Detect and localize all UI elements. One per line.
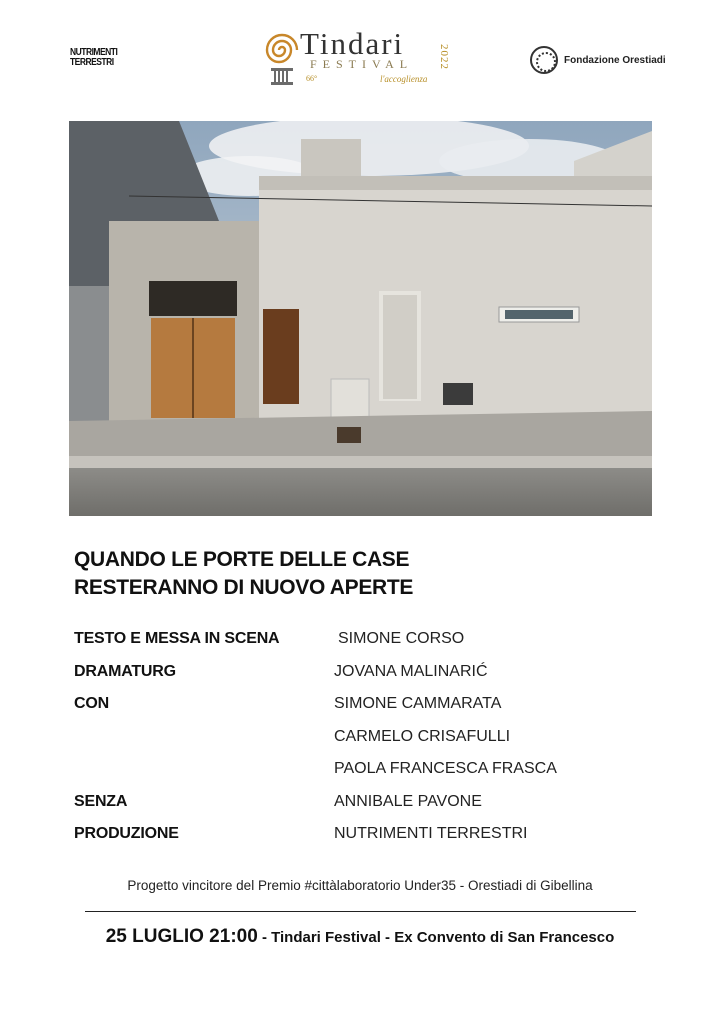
credit-name: PAOLA FRANCESCA FRASCA (334, 760, 557, 777)
credit-name: NUTRIMENTI TERRESTRI (334, 825, 528, 842)
nutrimenti-terrestri-logo (70, 48, 117, 68)
credit-names (338, 630, 464, 663)
seal-icon (530, 46, 558, 74)
credit-row (74, 630, 654, 663)
credits-list (74, 630, 654, 858)
festival-year: 2022 (438, 44, 450, 70)
spiral-column-icon (262, 28, 302, 86)
credit-row (74, 793, 654, 826)
title-line-2: RESTERANNO DI NUOVO APERTE (74, 576, 414, 599)
credit-name: JOVANA MALINARIĆ (334, 662, 488, 680)
credit-names (334, 793, 482, 826)
divider (85, 911, 636, 912)
festival-sub: FESTIVAL (310, 57, 414, 71)
edition-number: 66° (306, 74, 318, 83)
fondazione-name: Fondazione Orestiadi (564, 54, 666, 66)
festival-name: Tindari (300, 26, 405, 61)
credit-role: TESTO E MESSA IN SCENA (74, 630, 280, 647)
street-facade-image (69, 121, 652, 516)
credit-names (334, 695, 557, 793)
credit-names (334, 663, 488, 696)
credit-row (74, 825, 654, 858)
credit-row (74, 663, 654, 696)
credit-name: CARMELO CRISAFULLI (334, 727, 511, 745)
credit-name: ANNIBALE PAVONE (334, 792, 482, 810)
fondazione-orestiadi-logo (530, 46, 666, 74)
credit-name: SIMONE CAMMARATA (334, 695, 502, 712)
credit-role: CON (74, 695, 109, 712)
event-venue: - Tindari Festival - Ex Convento di San Francesco (257, 929, 615, 946)
festival-tagline: l'accoglienza (380, 74, 428, 84)
credit-role: SENZA (74, 792, 128, 810)
tindari-festival-logo (262, 26, 458, 96)
building-photo (69, 121, 652, 516)
logo-line-2: TERRESTRI (70, 57, 114, 68)
credit-role: PRODUZIONE (74, 825, 179, 842)
show-title (74, 546, 413, 602)
logo-line-1: NUTRIMENTI (70, 47, 118, 58)
header (0, 0, 720, 110)
event-date-venue (0, 926, 720, 948)
event-date: 25 LUGLIO 21:00 (105, 926, 258, 947)
credit-name: SIMONE CORSO (338, 630, 465, 647)
title-line-1: QUANDO LE PORTE DELLE CASE (74, 548, 410, 571)
credit-role: DRAMATURG (74, 662, 176, 680)
credit-row (74, 695, 654, 793)
project-note: Progetto vincitore del Premio #cittàlaboratorio Under35 - Orestiadi di Gibellina (127, 878, 593, 893)
credit-names (334, 825, 527, 858)
